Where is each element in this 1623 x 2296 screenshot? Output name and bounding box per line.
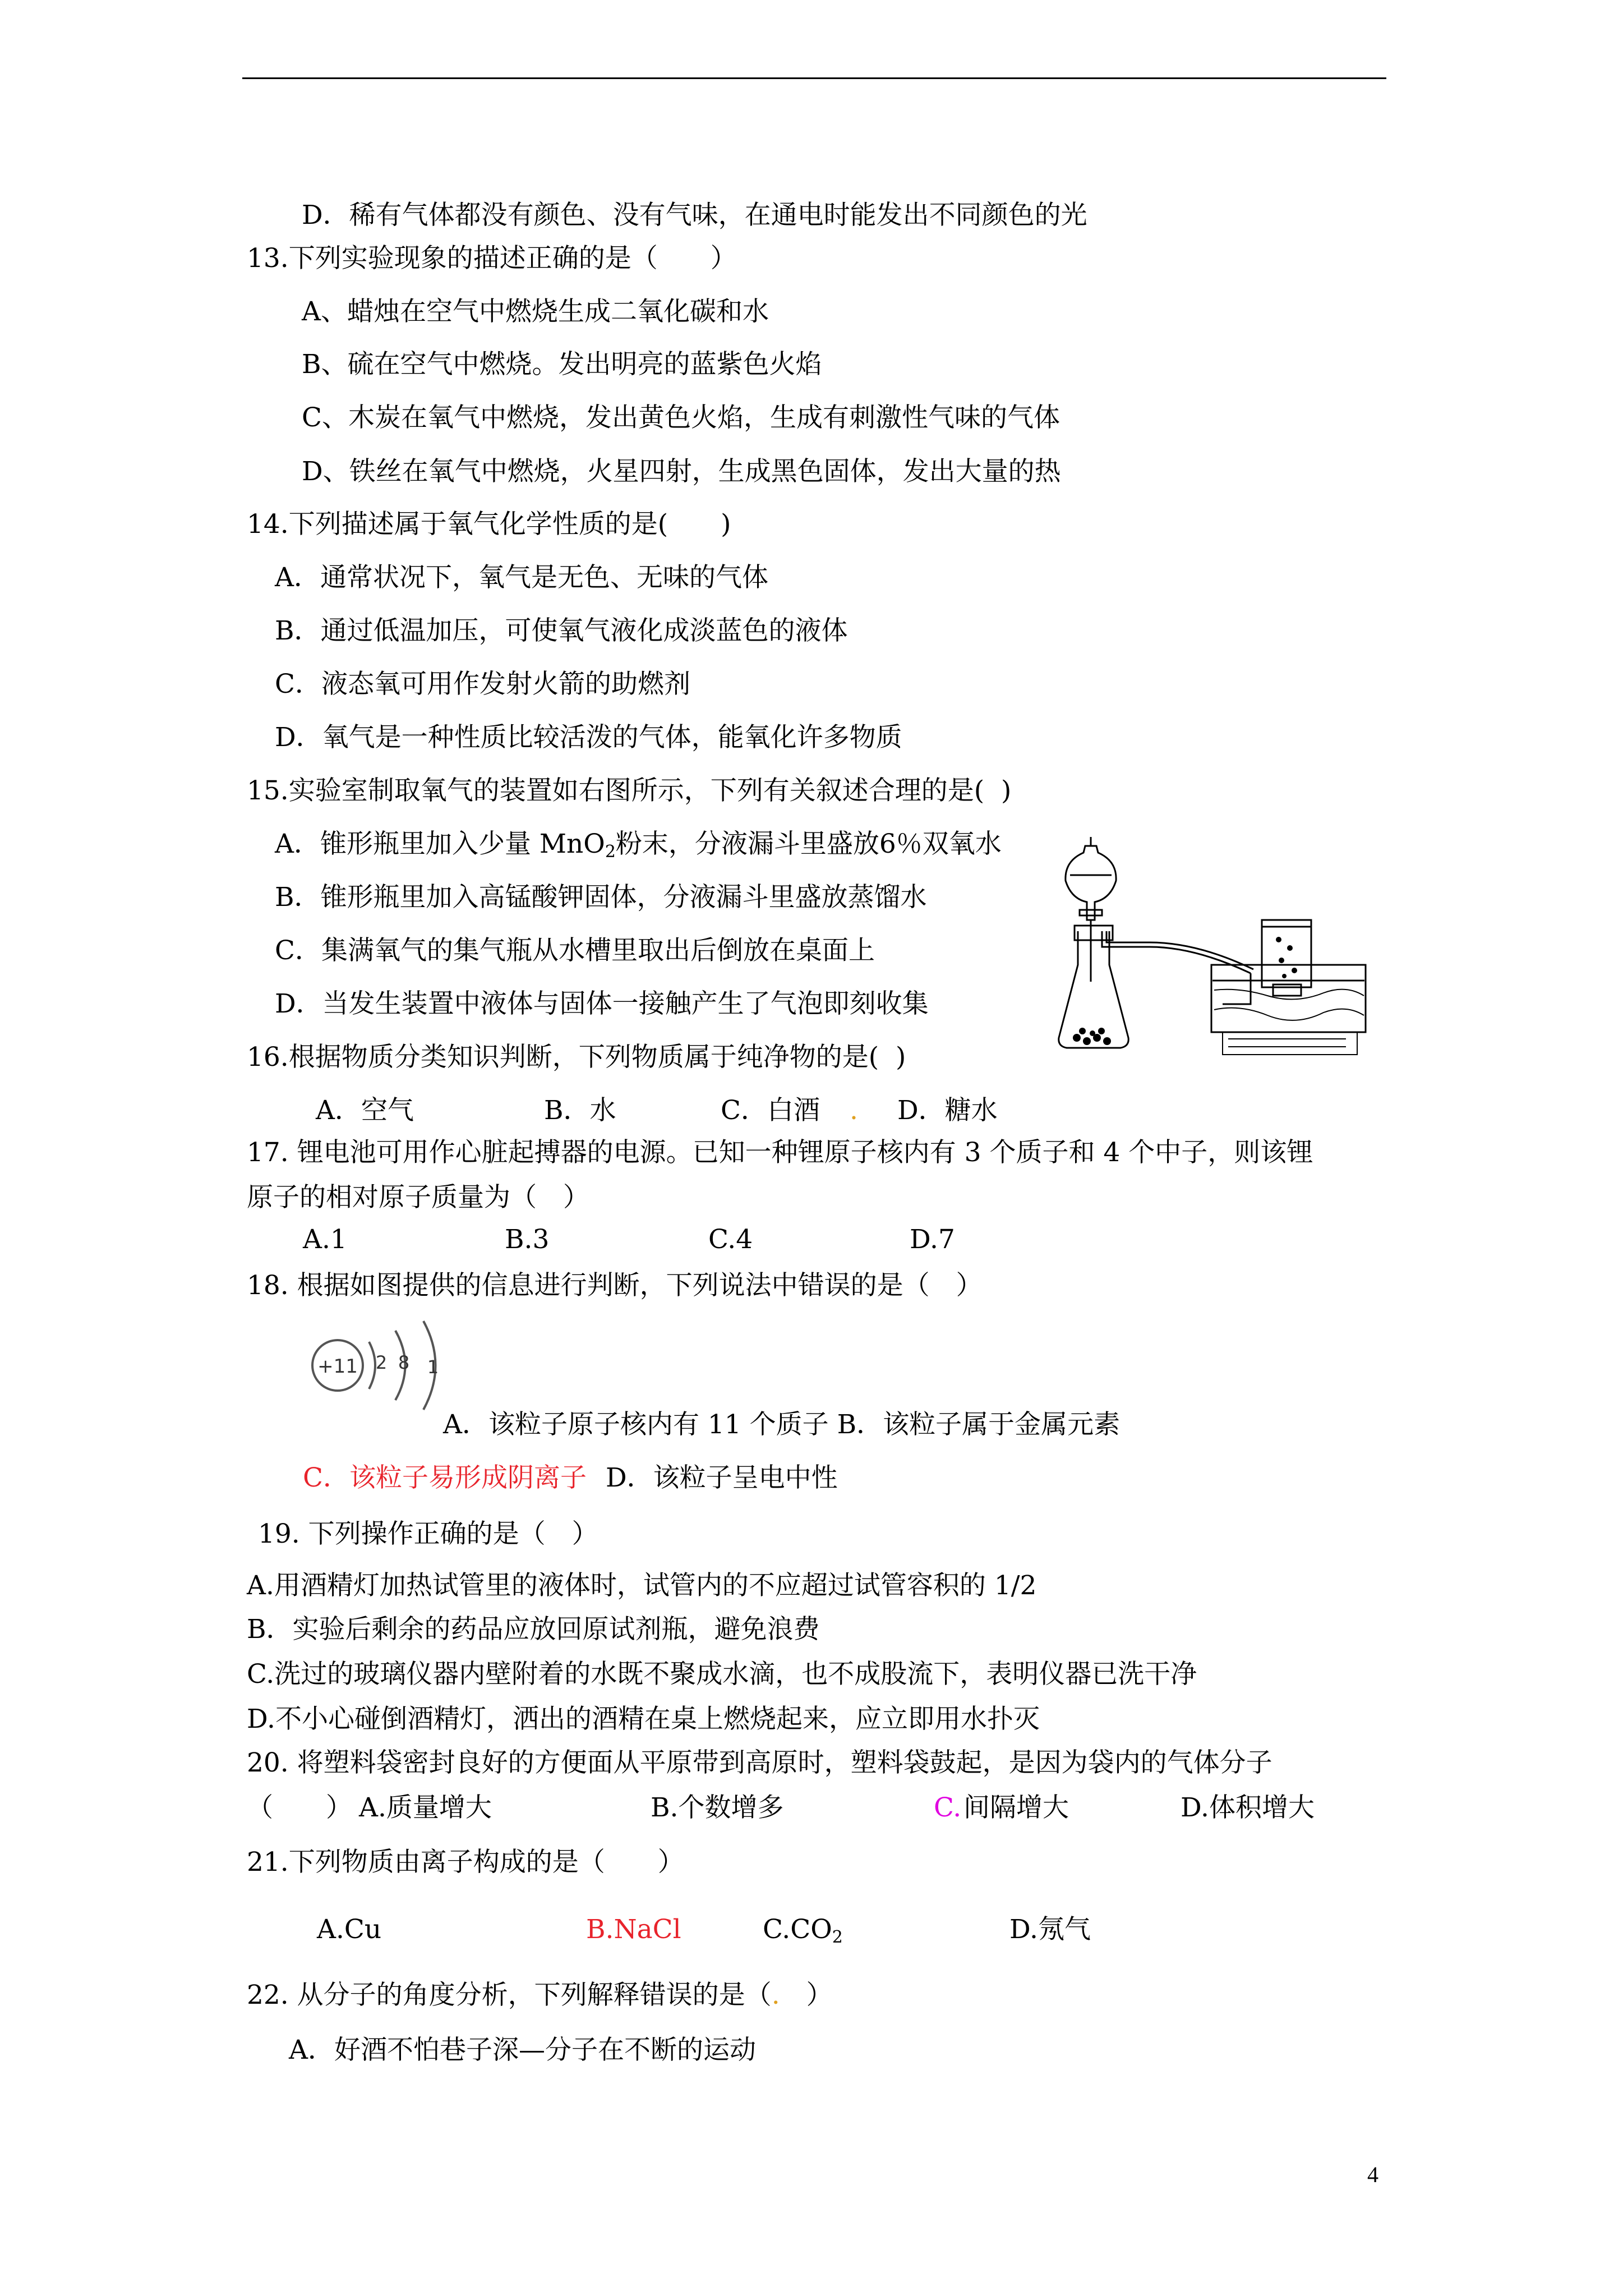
atom-structure-diagram [303, 1318, 454, 1414]
q16-dot: . [850, 1095, 858, 1126]
q20-answer-paren: （ ） [247, 1792, 352, 1823]
q19-option-c: C.洗过的玻璃仪器内壁附着的水既不聚成水滴，也不成股流下，表明仪器已洗干净 [247, 1659, 1197, 1690]
q20-option-c [934, 1791, 961, 1825]
q14-option-b: B．通过低温加压，可使氧气液化成淡蓝色的液体 [275, 615, 848, 646]
q13-option-b: B、硫在空气中燃烧。发出明亮的蓝紫色火焰 [302, 349, 822, 380]
q13-stem: 13.下列实验现象的描述正确的是（ ） [247, 243, 737, 274]
q14-stem: 14.下列描述属于氧气化学性质的是( ) [247, 509, 731, 540]
q18-option-d: D．该粒子呈电中性 [606, 1462, 838, 1493]
q13-option-c: C、木炭在氧气中燃烧，发出黄色火焰，生成有刺激性气味的气体 [302, 402, 1060, 433]
q16-option-a: A．空气 [316, 1095, 414, 1126]
q17-option-c: C.4 [708, 1224, 753, 1255]
q21-option-a: A.Cu [317, 1914, 382, 1945]
q15-stem: 15.实验室制取氧气的装置如右图所示，下列有关叙述合理的是( ) [247, 775, 1012, 806]
q22-option-a: A．好酒不怕巷子深—分子在不断的运动 [289, 2035, 756, 2065]
q20-option-b: B.个数增多 [651, 1792, 784, 1823]
q15-option-d: D．当发生装置中液体与固体一接触产生了气泡即刻收集 [275, 988, 929, 1019]
q19-option-d: D.不小心碰倒酒精灯，洒出的酒精在桌上燃烧起来，应立即用水扑灭 [247, 1704, 1040, 1734]
q20-stem: 20. 将塑料袋密封良好的方便面从平原带到高原时，塑料袋鼓起，是因为袋内的气体分子 [247, 1747, 1272, 1778]
q20-option-a: A.质量增大 [359, 1792, 492, 1823]
q21-option-b: B.NaCl [586, 1914, 681, 1945]
q21-stem: 21.下列物质由离子构成的是（ ） [247, 1847, 684, 1878]
q19-stem: 19. 下列操作正确的是（ ） [258, 1519, 598, 1549]
q19-option-a: A.用酒精灯加热试管里的液体时，试管内的不应超过试管容积的 1/2 [247, 1570, 1037, 1601]
q20-option-c-letter: C. [934, 1792, 962, 1823]
q16-stem: 16.根据物质分类知识判断，下列物质属于纯净物的是( ) [247, 1042, 906, 1073]
q18-stem: 18. 根据如图提供的信息进行判断，下列说法中错误的是（ ） [247, 1270, 983, 1301]
header-rule [242, 77, 1386, 79]
q19-option-b: B．实验后剩余的药品应放回原试剂瓶，避免浪费 [247, 1614, 820, 1645]
q21-option-c: $C.CO_2$ [763, 1914, 843, 1947]
q13-option-d: D、铁丝在氧气中燃烧，火星四射，生成黑色固体，发出大量的热 [302, 456, 1061, 487]
q16-option-b: B．水 [544, 1095, 616, 1126]
q20-option-c-text: 间隔增大 [963, 1792, 1069, 1823]
q14-option-d: D．氧气是一种性质比较活泼的气体，能氧化许多物质 [275, 722, 902, 753]
q14-option-c: C．液态氧可用作发射火箭的助燃剂 [275, 669, 690, 700]
q13-option-a: A、蜡烛在空气中燃烧生成二氧化碳和水 [302, 296, 769, 327]
q21-option-d: D.氖气 [1009, 1914, 1091, 1945]
shell-2-count: 8 [398, 1352, 410, 1373]
q17-option-b: B.3 [505, 1224, 550, 1255]
q22-stem: 22. 从分子的角度分析，下列解释错误的是（. ） [247, 1980, 833, 2010]
q17-stem-line2: 原子的相对原子质量为（ ） [247, 1182, 589, 1213]
q17-option-a: A.1 [303, 1224, 347, 1255]
q15-option-b: B．锥形瓶里加入高锰酸钾固体，分液漏斗里盛放蒸馏水 [275, 882, 927, 913]
q16-option-c: C．白酒 [721, 1095, 820, 1126]
oxygen-apparatus-figure [1054, 836, 1368, 1066]
q15-option-c: C．集满氧气的集气瓶从水槽里取出后倒放在桌面上 [275, 935, 875, 966]
shell-1-count: 2 [375, 1352, 388, 1373]
q18-option-c: C．该粒子易形成阴离子 [303, 1462, 587, 1493]
q15-option-a: A．锥形瓶里加入少量 MnO$_2$粉末，分液漏斗里盛放6％双氧水 [275, 829, 1002, 862]
page-number: 4 [1367, 2162, 1378, 2187]
q18-options-ab: A．该粒子原子核内有 11 个质子 B．该粒子属于金属元素 [443, 1409, 1121, 1440]
q14-option-a: A．通常状况下，氧气是无色、无味的气体 [275, 562, 768, 593]
q16-option-d: D．糖水 [897, 1095, 998, 1126]
nucleus-label: +11 [317, 1355, 358, 1378]
q17-option-d: D.7 [910, 1224, 955, 1255]
q17-stem-line1: 17. 锂电池可用作心脏起搏器的电源。已知一种锂原子核内有 3 个质子和 4 个中子，则该锂 [247, 1137, 1313, 1168]
q20-option-d: D.体积增大 [1181, 1792, 1315, 1823]
shell-3-count: 1 [427, 1356, 439, 1378]
q12-option-d: D．稀有气体都没有颜色、没有气味，在通电时能发出不同颜色的光 [302, 200, 1087, 231]
